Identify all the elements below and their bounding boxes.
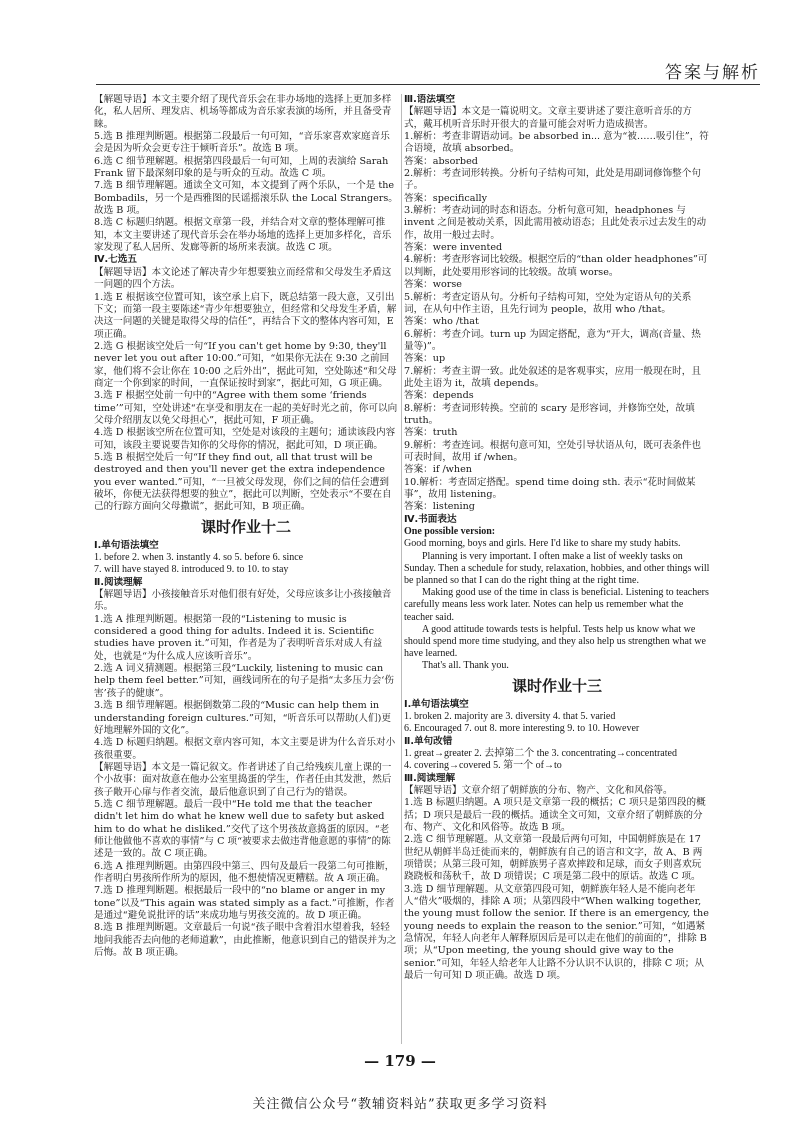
answer-item: 1.选 E 根据该空位置可知，该空承上启下，既总结第一段大意，又引出下文；而第一段主要陈述“青少年想要独立，但经常和父母发生矛盾，解决这一问题的关键是取得父母的信任”，再结合下文的整体内容可知，E 项正确。 (94, 291, 397, 340)
section-heading: Ⅱ.单句改错 (404, 735, 453, 747)
grammar-answer: 答案：worse (404, 279, 462, 291)
guide-intro: 【解题导语】本文主要介绍了现代音乐会在非办场地的选择上更加多样化，私人居所、理发店、机场等都成为音乐家表演的场所，并且备受青睐。 (94, 94, 392, 130)
grammar-explanation: 9.解析：考查连词。根据句意可知，空处引导状语从句，既可表条件也可表时间，故用 if /when。 (404, 439, 701, 463)
fill-answers: 6. Encouraged 7. out 8. more interesting 9. to 10. However (404, 723, 640, 735)
footer-note: 关注微信公众号“教辅资料站”获取更多学习资料 (252, 1097, 548, 1112)
grammar-answer: 答案：depends (404, 390, 474, 402)
grammar-explanation: 10.解析：考查固定搭配。spend time doing sth. 表示“花时间做某事”，故用 listening。 (404, 476, 696, 500)
left-column (94, 94, 398, 1049)
column-divider (401, 94, 402, 1044)
section-heading: Ⅳ.书面表达 (404, 513, 457, 525)
grammar-answer: 答案：were invented (404, 242, 503, 254)
answer-item: 3.选 F 根据空处前一句中的“Agree with them some ‘friends time’”可知，空处讲述“在享受和朋友在一起的美好时光之前，你可以向父母介绍朋友以免父母担心”，据此可知，F 项正确。 (94, 390, 398, 426)
grammar-answer: 答案：listening (404, 501, 475, 513)
guide-intro: 【解题导语】本文是一篇记叙文。作者讲述了自己给残疾儿童上课的一个小故事：面对故意在他办公室里捣蛋的学生，作者任由其发泄，然后孩子敞开心扉与作者交流，最后他意识到了自己行为的错误。 (94, 761, 392, 798)
guide-intro: 【解题导语】本文论述了解决青少年想要独立而经常和父母发生矛盾这一问题的四个方法。 (94, 266, 392, 291)
grammar-explanation: 2.解析：考查词形转换。分析句子结构可知，此处是用副词修饰整个句子。 (404, 168, 701, 192)
answer-item: 3.选 D 细节理解题。从文章第四段可知，朝鲜族年轻人是不能向老年人“借火”吸烟的，排除 A 项；从第四段中“When walking together, the young must follow the senior. If there is an emergency, the young needs to explain the reason to the senior.”可知，“如遇紧急情况，年轻人向老年人解释原因后是可以走在他们的前面的”，排除 B 项；从“Upon meeting, the young should give way to the senior.”可知，年轻人给老年人让路不分认识不认识的，排除 C 项；从最后一句可知 D 项正确。故选 D 项。 (404, 883, 709, 982)
answer-item: 2.选 C 细节理解题。从文章第一段最后两句可知，中国朝鲜族是在 17 世纪从朝鲜半岛迁徙而来的，朝鲜族有自己的语言和文字，故 A、B 两项错误；从第三段可知，朝鲜族男子喜欢摔跤和足球，而女子则喜欢玩跷跷板和荡秋千，故 D 项错误；C 项是第二段中的原话。故选 C 项。 (404, 834, 703, 883)
grammar-explanation: 4.解析：考查形容词比较级。根据空后的“than older headphones”可以判断，此处要用形容词的比较级。故填 worse。 (404, 254, 708, 278)
guide-intro: 【解题导语】本文是一篇说明文。文章主要讲述了要注意听音乐的方式，戴耳机听音乐时开很大的音量可能会对听力造成损害。 (404, 106, 692, 130)
grammar-explanation: 5.解析：考查定语从句。分析句子结构可知，空处为定语从句的关系词，在从句中作主语，且先行词为 people，故用 who /that。 (404, 291, 692, 315)
answer-item: 1.选 B 标题归纳题。A 项只是文章第一段的概括；C 项只是第四段的概括；D 项只是最后一段的概括。通读全文可知，文章介绍了朝鲜族的分布、物产、文化和风俗等。故选 B 项。 (404, 797, 706, 834)
homework-title: 课时作业十三 (511, 676, 602, 695)
answer-item: 1.选 A 推理判断题。根据第一段的“Listening to music is considered a good thing for adults. Indeed it is. Scientific studies have proven it.”可知，作者是为了表明听音乐对成人有益处，也就是“为什么成人应该听音乐”。 (94, 613, 383, 662)
grammar-explanation: 8.解析：考查词形转换。空前的 scary 是形容词，并修饰空处，故填 truth。 (404, 402, 695, 426)
section-heading: Ⅲ.语法填空 (404, 94, 456, 105)
grammar-answer: 答案：specifically (404, 192, 488, 204)
section-heading: Ⅰ.单句语法填空 (404, 698, 469, 710)
answer-item: 8.选 B 推理判断题。文章最后一句说“孩子眼中含着泪水望着我，轻轻地问我能否去向他的老师道歉”，由此推断，他意识到自己的错误并为之后悔。故 B 项正确。 (94, 922, 397, 959)
essay-paragraph: Planning is very important. I often make a list of weekly tasks on Sunday. Then a schedule for study, relaxation, hobbies, and other things will be planned so that I can do the right thing at the right time. (404, 550, 710, 586)
grammar-explanation: 3.解析：考查动词的时态和语态。分析句意可知，headphones 与 invent 之间是被动关系，因此需用被动语态；且此处表示过去发生的动作，故用一般过去时。 (404, 205, 707, 241)
fill-answers: 1. before 2. when 3. instantly 4. so 5. before 6. since (94, 552, 304, 564)
answer-item: 7.选 D 推理判断题。根据最后一段中的“no blame or anger in my tone”以及“This again was stated simply as a fact.”可推断，作者是通过“避免说批评的话”来成功地与男孩交流的。故 D 项正确。 (94, 885, 395, 921)
grammar-explanation: 1.解析：考查非谓语动词。be absorbed in... 意为“被……吸引住”，符合语境，故填 absorbed。 (404, 131, 709, 155)
section-heading: Ⅳ.七选五 (94, 254, 137, 266)
essay-paragraph: That's all. Thank you. (422, 660, 509, 672)
grammar-explanation: 6.解析：考查介词。turn up 为固定搭配，意为“开大，调高(音量、热量等)”。 (404, 328, 701, 352)
grammar-explanation: 7.解析：考查主谓一致。此处叙述的是客观事实，应用一般现在时，且此处主语为 it，故填 depends。 (404, 365, 701, 389)
fill-answers: 1. broken 2. majority are 3. diversity 4. that 5. varied (404, 710, 616, 722)
grammar-answer: 答案：up (404, 353, 446, 365)
answer-item: 6.选 C 细节理解题。根据第四段最后一句可知，上周的表演给 Sarah Frank 留下最深刻印象的是与听众的互动。故选 C 项。 (94, 155, 389, 180)
answer-item: 5.选 B 推理判断题。根据第二段最后一句可知，“音乐家喜欢家庭音乐会是因为听众会更专注于倾听音乐”。故选 B 项。 (94, 131, 390, 155)
correction-answers: 4. covering→covered 5. 第一个 of→to (404, 760, 562, 772)
page-header (0, 0, 800, 88)
section-title: 答案与解析 (665, 63, 760, 83)
guide-intro: 【解题导语】文章介绍了朝鲜族的分布、物产、文化和风俗等。 (404, 785, 673, 797)
guide-intro: 【解题导语】小孩接触音乐对他们很有好处，父母应该多让小孩接触音乐。 (94, 589, 392, 613)
correction-answers: 1. great→greater 2. 去掉第二个 the 3. concentrating→concentrated (404, 747, 677, 759)
grammar-answer: 答案：who /that (404, 316, 479, 328)
answer-item: 2.选 A 词义猜测题。根据第三段“Luckily, listening to music can help them feel better.”可知，画线词所在的句子是指“太多压力会‘伤害’孩子的健康”。 (94, 663, 394, 699)
right-column (404, 94, 710, 1049)
essay-paragraph: Making good use of the time in class is beneficial. Listening to teachers carefully means less work later. Notes can help us remember what the teacher said. (404, 587, 709, 623)
answer-item: 5.选 C 细节理解题。最后一段中“He told me that the teacher didn't let him do what he knew well due to safety but asked him to do what he disliked.”交代了这个男孩故意捣蛋的原因。“老师让他做他不喜欢的事情”与 C 项“被要求去做违背他意愿的事情”的陈述是一致的。故 C 项正确。 (94, 798, 391, 860)
header-rule (96, 84, 760, 85)
fill-answers: 7. will have stayed 8. introduced 9. to 10. to stay (94, 564, 289, 576)
grammar-answer: 答案：truth (404, 427, 458, 439)
page-number: — 179 — (364, 1052, 436, 1070)
answer-item: 3.选 B 细节理解题。根据倒数第二段的“Music can help them in understanding foreign cultures.”可知，“听音乐可以帮助(人们)更好地理解外国的文化”。 (94, 700, 391, 736)
section-heading: Ⅰ.单句语法填空 (94, 539, 159, 551)
answer-item: 6.选 A 推理判断题。由第四段中第三、四句及最后一段第二句可推断，作者明白男孩所作所为的原因，他不想使情况更糟糕。故 A 项正确。 (94, 860, 395, 884)
answer-item: 7.选 B 细节理解题。通读全文可知，本文提到了两个乐队，一个是 the Bombadils，另一个是西雅图的民谣摇滚乐队 the Local Strangers。故选 B 项。 (94, 180, 398, 217)
answer-item: 4.选 D 标题归纳题。根据文章内容可知，本文主要是讲为什么音乐对小孩很重要。 (94, 737, 396, 761)
grammar-answer: 答案：absorbed (404, 155, 478, 167)
homework-title: 课时作业十二 (200, 517, 291, 536)
section-heading: Ⅲ.阅读理解 (404, 772, 456, 784)
grammar-answer: 答案：if /when (404, 464, 472, 476)
essay (404, 538, 710, 672)
section-heading: Ⅱ.阅读理解 (94, 576, 143, 588)
answer-item: 4.选 D 根据该空所在位置可知，空处是对该段的主题句；通读该段内容可知，该段主要说要告知你的父母你的情况，据此可知，D 项正确。 (94, 427, 396, 451)
answer-item: 2.选 G 根据该空处后一句“If you can't get home by 9:30, they'll never let you out after 10:00.”可知，“如果你无法在 9:30 之前回家，他们将不会让你在 10:00 之后外出”，据此可知，空处陈述“和父母商定一个你到家的时间，一直保证按时到家”，据此可知，G 项正确。 (94, 340, 397, 389)
version-label: One possible version: (404, 526, 496, 538)
essay-paragraph: Good morning, boys and girls. Here I'd like to share my study habits. (404, 538, 681, 550)
essay-paragraph: A good attitude towards tests is helpful. Tests help us know what we should spend more time studying, and they also help us strengthen what we have learned. (404, 623, 706, 660)
answer-item: 8.选 C 标题归纳题。根据文章第一段，并结合对文章的整体理解可推知，本文主要讲述了现代音乐会在举办场地的选择上更加多样化，音乐家发现了私人居所、发廊等新的场所来表演。故选 C 项。 (94, 217, 392, 254)
answer-item: 5.选 B 根据空处后一句“If they find out, all that trust will be destroyed and then you'll never get the extra independence you ever wanted.”可知，“一旦被父母发现，你们之间的信任会遭到破坏，你便无法获得想要的独立”，据此可以判断，空处表示“不要在自己的行踪方面向父母撒谎”，据此可知，B 项正确。 (94, 451, 392, 513)
